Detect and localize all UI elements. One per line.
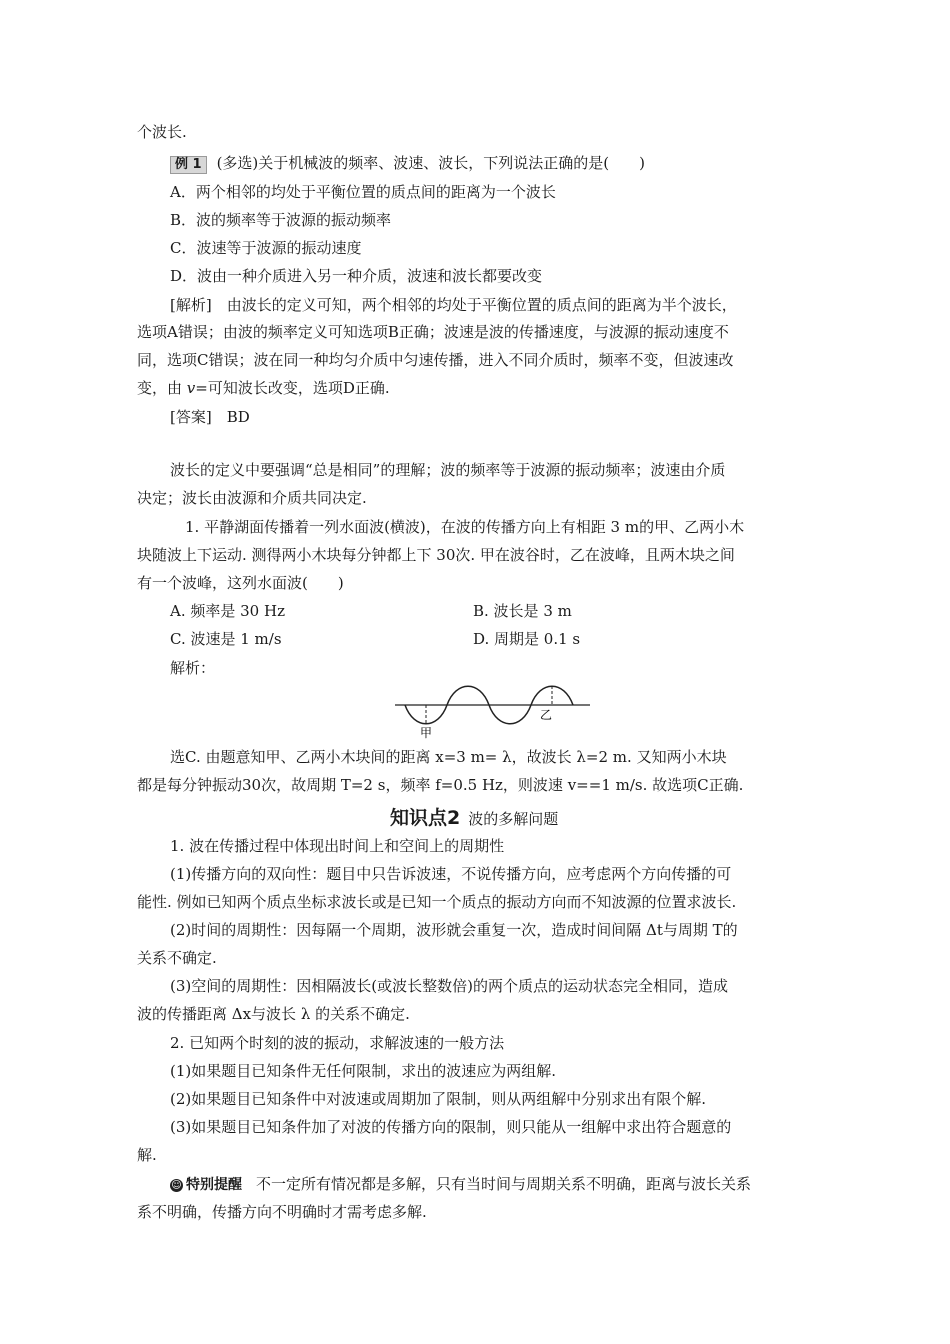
option-b: B．波的频率等于波源的振动频率 [170, 211, 392, 229]
tip-label: 特别提醒 [186, 1177, 242, 1193]
option-d: D．波由一种介质进入另一种介质，波速和波长都要改变 [170, 267, 543, 285]
summary-line: 波长的定义中要强调“总是相同”的理解；波的频率等于波源的振动频率；波速由介质 [170, 461, 726, 479]
analysis-line: 变，由 v=可知波长改变，选项D正确. [137, 379, 390, 397]
analysis-line: 选项A错误；由波的频率定义可知选项B正确；波速是波的传播速度，与波源的振动速度不 [137, 323, 729, 341]
knowledge-line: 1. 波在传播过程中体现出时间上和空间上的周期性 [170, 837, 505, 855]
knowledge-line: (3)空间的周期性：因相隔波长(或波长整数倍)的两个质点的运动状态完全相同，造成 [170, 977, 728, 995]
label-jia: 甲 [419, 726, 433, 740]
knowledge-line: 关系不确定. [137, 949, 217, 967]
question-line: 1. 平静湖面传播着一列水面波(横波)，在波的传播方向上有相距 3 m的甲、乙两小木 [185, 518, 745, 536]
option-a: A．两个相邻的均处于平衡位置的质点间的距离为一个波长 [170, 183, 556, 201]
knowledge-line: 解. [137, 1146, 157, 1164]
question-line: 有一个波峰，这列水面波( ) [137, 574, 344, 592]
smiley-icon: ☺ [171, 1179, 182, 1191]
knowledge-line: (2)时间的周期性：因每隔一个周期，波形就会重复一次，造成时间间隔 Δt与周期 T的 [170, 921, 738, 939]
answer-line: [答案] BD [170, 408, 250, 426]
analysis-line: [解析] 由波长的定义可知，两个相邻的均处于平衡位置的质点间的距离为半个波长， [170, 296, 737, 314]
example-question: 例 1 (多选)关于机械波的频率、波速、波长，下列说法正确的是( ) [170, 153, 645, 174]
knowledge-line: 波的传播距离 Δx与波长 λ 的关系不确定. [137, 1005, 410, 1023]
knowledge-line: 2. 已知两个时刻的波的振动，求解波速的一般方法 [170, 1034, 505, 1052]
knowledge-line: (1)传播方向的双向性：题目中只告诉波速，不说传播方向，应考虑两个方向传播的可 [170, 865, 732, 883]
example-badge: 例 1 [170, 156, 207, 174]
choice-b: B. 波长是 3 m [473, 602, 572, 620]
label-yi: 乙 [539, 708, 553, 722]
analysis-label: 解析： [170, 659, 216, 677]
knowledge-line: (1)如果题目已知条件无任何限制，求出的波速应为两组解. [170, 1062, 557, 1080]
section-title: 知识点2 [390, 807, 461, 829]
solution-line: 都是每分钟振动30次，故周期 T=2 s，频率 f=0.5 Hz，则波速 v==1 m/s. 故选项C正确. [137, 776, 744, 794]
tip-line: 系不明确，传播方向不明确时才需考虑多解. [137, 1203, 427, 1221]
text-line: 个波长. [137, 123, 187, 141]
summary-line: 决定；波长由波源和介质共同决定. [137, 489, 367, 507]
choice-d: D. 周期是 0.1 s [473, 630, 581, 648]
section-subtitle: 波的多解问题 [468, 810, 559, 828]
section-heading [390, 803, 558, 830]
solution-line: 选C. 由题意知甲、乙两小木块间的距离 x=3 m= λ，故波长 λ=2 m. 又知两小木块 [170, 748, 727, 766]
wave-figure [395, 678, 595, 740]
knowledge-line: (2)如果题目已知条件中对波速或周期加了限制，则从两组解中分别求出有限个解. [170, 1090, 707, 1108]
analysis-line: 同，选项C错误；波在同一种均匀介质中匀速传播，进入不同介质时，频率不变，但波速改 [137, 351, 734, 369]
choice-a: A. 频率是 30 Hz [170, 602, 285, 620]
choice-c: C. 波速是 1 m/s [170, 630, 282, 648]
question-line: 块随波上下运动. 测得两小木块每分钟都上下 30次. 甲在波谷时，乙在波峰，且两木块之间 [137, 546, 735, 564]
option-c: C．波速等于波源的振动速度 [170, 239, 362, 257]
knowledge-line: 能性. 例如已知两个质点坐标求波长或是已知一个质点的振动方向而不知波源的位置求波长. [137, 893, 737, 911]
tip-line: ☺ 特别提醒 不一定所有情况都是多解，只有当时间与周期关系不明确，距离与波长关系 [171, 1175, 752, 1193]
knowledge-line: (3)如果题目已知条件加了对波的传播方向的限制，则只能从一组解中求出符合题意的 [170, 1118, 732, 1136]
